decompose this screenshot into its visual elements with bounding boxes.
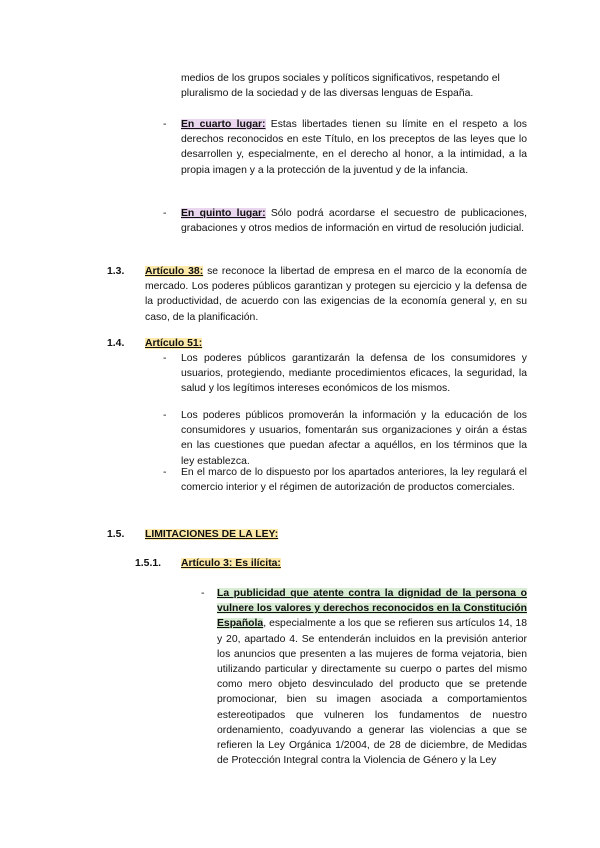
limitaciones-heading (145, 527, 278, 542)
list-item (181, 408, 527, 469)
list-item (181, 351, 527, 397)
list-item (181, 465, 527, 495)
articulo-51-item-3: En el marco de lo dispuesto por los apartados anteriores, la ley regulará el comercio interior y el régimen de autorización de productos comerciales. (181, 467, 527, 494)
articulo-51-item-2: Los poderes públicos promoverán la información y la educación de los consumidores y usuarios, fomentarán sus organizaciones y oirán a éstas en las cuestiones que puedan afectar a aquéllos, en los términos que la ley establezca. (181, 410, 527, 467)
intro-text: medios de los grupos sociales y políticos significativos, respetando el pluralismo de la sociedad y de las diversas lenguas de España. (181, 73, 500, 100)
intro-continuation (181, 71, 527, 101)
articulo-3-text: , especialmente a los que se refieren sus artículos 14, 18 y 20, apartado 4. Se entenderán incluidos en la previsión anterior los anuncios que presenten a las mujeres de forma vejatoria, bien utilizando particular y directamente su cuerpo o partes del mismo como mero objeto desvinculado del producto que se pretende promocionar, bien su imagen asociada a comportamientos estereotipados que vulneren los fundamentos de nuestro ordenamiento, coadyuvando a generar las violencias a que se refieren la Ley Orgánica 1/2004, de 28 de diciembre, de Medidas de Protección Integral contra la Violencia de Género y la Ley (217, 618, 527, 767)
articulo-38-paragraph (145, 264, 527, 325)
bullet-dash: - (163, 208, 167, 219)
articulo-51-heading (145, 336, 202, 351)
section-number-1-4: 1.4. (107, 338, 125, 349)
articulo-38-label: Artículo 38: (145, 266, 204, 277)
articulo-3-paragraph (217, 586, 527, 768)
section-number-1-3: 1.3. (107, 266, 125, 277)
quinto-lugar-label: En quinto lugar: (181, 208, 266, 219)
quinto-lugar-paragraph (181, 206, 527, 236)
section-number-1-5-1: 1.5.1. (135, 558, 161, 569)
articulo-3-heading (181, 556, 281, 571)
bullet-dash: - (163, 410, 167, 421)
articulo-3-label: Artículo 3: Es ilícita: (181, 558, 281, 569)
cuarto-lugar-label: En cuarto lugar: (181, 119, 266, 130)
articulo-38-text: se reconoce la libertad de empresa en el marco de la economía de mercado. Los poderes públicos garantizan y protegen su ejercicio y la defensa de la productividad, de acuerdo con las exigencias de la economía general y, en su caso, de la planificación. (145, 266, 527, 323)
bullet-dash: - (163, 353, 167, 364)
section-number-1-5: 1.5. (107, 529, 125, 540)
cuarto-lugar-text: Estas libertades tienen su límite en el respeto a los derechos reconocidos en este Título, en los preceptos de las leyes que lo desarrollen y, especialmente, en el derecho al honor, a la intimidad, a la propia imagen y a la protección de la juventud y de la infancia. (181, 119, 527, 176)
bullet-dash: - (201, 588, 205, 599)
cuarto-lugar-paragraph (181, 117, 527, 178)
bullet-dash: - (163, 467, 167, 478)
articulo-3-lead: La publicidad que atente contra la dignidad de la persona o vulnere los valores y derechos reconocidos en la Constitución Española (217, 588, 527, 630)
quinto-lugar-text: Sólo podrá acordarse el secuestro de publicaciones, grabaciones y otros medios de información en virtud de resolución judicial. (181, 208, 527, 235)
articulo-51-item-1: Los poderes públicos garantizarán la defensa de los consumidores y usuarios, protegiendo, mediante procedimientos eficaces, la seguridad, la salud y los legítimos intereses económicos de los mismos. (181, 353, 527, 395)
limitaciones-label: LIMITACIONES DE LA LEY: (145, 529, 279, 540)
bullet-dash: - (163, 119, 167, 130)
articulo-51-label: Artículo 51: (145, 338, 203, 349)
